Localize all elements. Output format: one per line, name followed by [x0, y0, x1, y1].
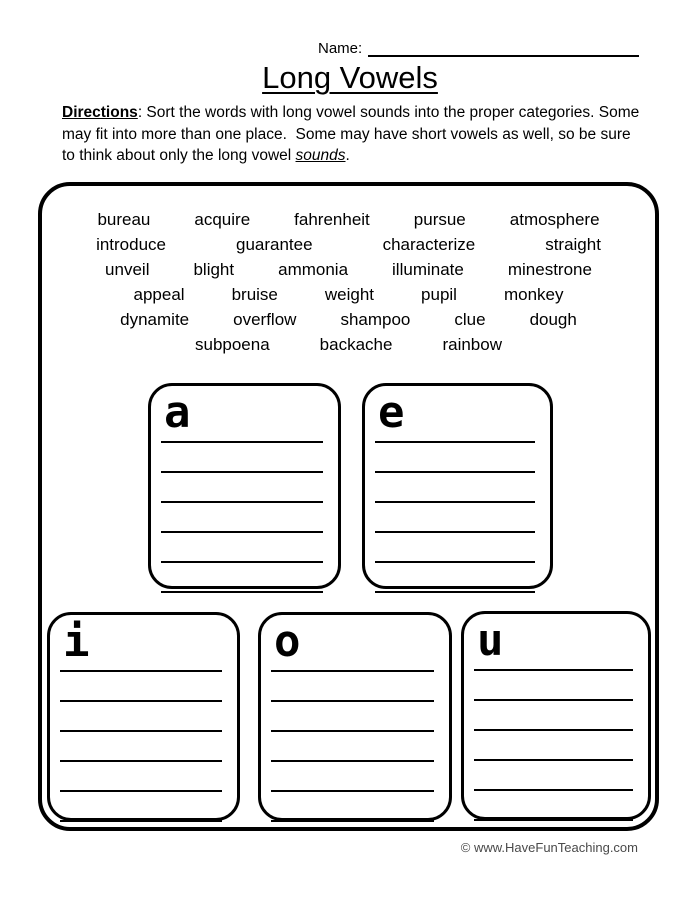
directions-text	[62, 102, 646, 167]
word-bank-row	[42, 332, 655, 357]
answer-line[interactable]	[60, 732, 222, 762]
word-bank-word: bureau	[97, 210, 151, 229]
answer-line[interactable]	[474, 791, 633, 821]
answer-line[interactable]	[271, 672, 434, 702]
word-bank-word: fahrenheit	[294, 210, 370, 229]
category-letter-a: a	[164, 387, 191, 438]
category-box-a	[148, 383, 341, 589]
word-bank-word: minestrone	[507, 260, 592, 279]
answer-line[interactable]	[375, 473, 535, 503]
word-bank-word: guarantee	[236, 235, 313, 254]
word-bank-word: subpoena	[194, 335, 270, 354]
word-bank-word: monkey	[503, 285, 564, 304]
footer-copyright: © www.HaveFunTeaching.com	[460, 840, 638, 855]
category-box-e	[362, 383, 553, 589]
name-blank-line[interactable]	[368, 55, 639, 57]
answer-line[interactable]	[375, 563, 535, 593]
word-bank-word: straight	[545, 235, 601, 254]
word-bank-word: shampoo	[340, 310, 411, 329]
answer-line[interactable]	[60, 762, 222, 792]
answer-line[interactable]	[161, 413, 323, 443]
worksheet-title: Long Vowels	[262, 60, 438, 95]
answer-line[interactable]	[271, 762, 434, 792]
answer-line[interactable]	[474, 671, 633, 701]
word-bank-row	[42, 207, 655, 232]
word-bank-rows	[42, 186, 655, 357]
category-box-o	[258, 612, 452, 821]
answer-line[interactable]	[60, 792, 222, 822]
word-bank-row	[42, 282, 655, 307]
word-bank-word: overflow	[233, 310, 297, 329]
answer-line[interactable]	[271, 732, 434, 762]
word-bank-row	[42, 307, 655, 332]
directions-body: : Sort the words with long vowel sounds into the proper categories. Some may fit into more than one place. Some may have short vowels as well, so be sure to think about only the long vowel	[62, 104, 644, 164]
word-bank-word: pupil	[421, 285, 457, 304]
word-bank-word: blight	[193, 260, 235, 279]
word-bank-word: introduce	[96, 235, 166, 254]
answer-line[interactable]	[271, 792, 434, 822]
category-box-u	[461, 611, 651, 820]
answer-line[interactable]	[474, 731, 633, 761]
answer-line[interactable]	[271, 702, 434, 732]
word-bank-word: acquire	[194, 210, 251, 229]
word-bank-word: pursue	[413, 210, 466, 229]
answer-line[interactable]	[161, 563, 323, 593]
category-letter-o: o	[274, 616, 301, 667]
answer-lines-i	[60, 642, 222, 822]
answer-line[interactable]	[60, 702, 222, 732]
word-bank-word: weight	[324, 285, 375, 304]
answer-line[interactable]	[161, 473, 323, 503]
category-letter-e: e	[378, 387, 405, 438]
answer-line[interactable]	[375, 443, 535, 473]
word-bank-row	[42, 232, 655, 257]
directions-emphasis: sounds	[295, 147, 346, 164]
category-letter-i: i	[63, 616, 90, 667]
word-bank-word: dough	[529, 310, 577, 329]
answer-line[interactable]	[60, 672, 222, 702]
word-bank-word: appeal	[133, 285, 185, 304]
answer-line[interactable]	[474, 701, 633, 731]
word-bank-word: ammonia	[278, 260, 349, 279]
word-bank-word: dynamite	[120, 310, 190, 329]
answer-lines-u	[474, 641, 633, 821]
answer-line[interactable]	[474, 761, 633, 791]
category-letter-u: u	[477, 615, 504, 666]
word-bank-word: illuminate	[392, 260, 464, 279]
category-box-i	[47, 612, 240, 821]
answer-line[interactable]	[271, 642, 434, 672]
answer-line[interactable]	[60, 642, 222, 672]
answer-line[interactable]	[161, 533, 323, 563]
word-bank-word: atmosphere	[509, 210, 600, 229]
word-bank-row	[42, 257, 655, 282]
name-label: Name:	[318, 40, 363, 57]
answer-lines-a	[161, 413, 323, 593]
answer-lines-o	[271, 642, 434, 822]
directions-suffix: .	[345, 147, 350, 164]
directions-label: Directions	[62, 104, 138, 121]
answer-line[interactable]	[161, 443, 323, 473]
word-bank-word: unveil	[105, 260, 150, 279]
word-bank-word: rainbow	[442, 335, 502, 354]
answer-line[interactable]	[375, 503, 535, 533]
answer-line[interactable]	[375, 413, 535, 443]
answer-lines-e	[375, 413, 535, 593]
answer-line[interactable]	[375, 533, 535, 563]
answer-line[interactable]	[161, 503, 323, 533]
word-bank-word: clue	[454, 310, 486, 329]
word-bank-word: characterize	[382, 235, 476, 254]
word-bank-word: bruise	[231, 285, 278, 304]
answer-line[interactable]	[474, 641, 633, 671]
word-bank-word: backache	[319, 335, 393, 354]
